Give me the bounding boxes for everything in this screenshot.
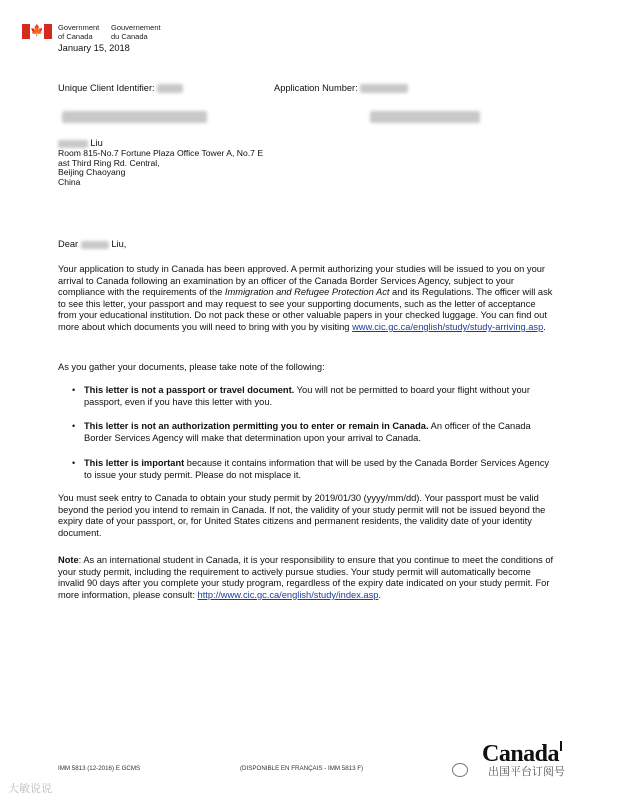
watermark-right: 出国平台订阅号	[488, 766, 565, 778]
wordmark-flag-icon	[560, 741, 569, 751]
permit-deadline-date: 2019/01/30	[314, 493, 362, 503]
salutation: Dear Liu,	[58, 239, 127, 249]
redacted-salutation-name	[81, 241, 109, 249]
government-en: Government of Canada	[58, 23, 100, 41]
letter-date: January 15, 2018	[58, 43, 130, 53]
study-arriving-link[interactable]: www.cic.gc.ca/english/study/study-arriving.asp	[352, 321, 544, 332]
redacted-first-name	[58, 140, 88, 148]
redacted-block-left	[62, 111, 207, 123]
entry-deadline-paragraph: You must seek entry to Canada to obtain your study permit by 2019/01/30 (yyyy/mm/dd). Your passport must be valid beyond the period you intend to remain in Canada. If not, the validity of your study permit will not be issued beyond the expiry date of your passport, or, for United States citizens and permanent residents, the validity date of your identity document.	[58, 493, 546, 538]
address-block: Liu Room 815-No.7 Fortune Plaza Office Tower A, No.7 E ast Third Ring Rd. Central, Beijing Chaoyang China	[58, 138, 264, 188]
watermark-left: 大敏说说	[8, 783, 52, 795]
bullet-icon: •	[72, 421, 76, 431]
redacted-application-number	[360, 84, 408, 93]
recipient-name: Liu	[58, 139, 263, 149]
government-fr: Gouvernement du Canada	[111, 23, 161, 41]
canada-flag-icon: 🍁	[22, 24, 52, 39]
note-paragraph: Note: As an international student in Canada, it is your responsibility to ensure that you continue to meet the conditions of your study permit, including the requirement to actively pursue studies. Your study permit will automatically become invalid 90 days after you complete your study program, regardless of the expiry date indicated on your study permit. For more information, please consult: http://www.cic.gc.ca/english/study/index.asp.	[58, 555, 554, 600]
bullet-important: This letter is important because it contains information that will be used by the Canada Border Services Agency to issue your study permit. Please do not misplace it.	[84, 458, 550, 480]
bullet-not-passport: This letter is not a passport or travel document. You will not be permitted to board your flight without your passport, even if you have this letter with you.	[84, 385, 530, 407]
gather-documents-paragraph: As you gather your documents, please take note of the following:	[58, 362, 325, 372]
study-index-link[interactable]: http://www.cic.gc.ca/english/study/index.asp	[197, 589, 379, 600]
canada-wordmark: Canada	[482, 741, 569, 768]
bullet-icon: •	[72, 458, 76, 468]
form-code: IMM 5813 (12-2016) E GCMS	[58, 765, 141, 772]
wechat-icon	[452, 763, 468, 777]
redacted-client-id	[157, 84, 183, 93]
french-availability: (DISPONIBLE EN FRANÇAIS - IMM 5813 F)	[240, 765, 364, 772]
client-identifier: Unique Client Identifier:	[58, 83, 183, 95]
bullet-not-authorization: This letter is not an authorization permitting you to enter or remain in Canada. An officer of the Canada Border Services Agency will make that determination upon your arrival to Canada.	[84, 421, 531, 443]
redacted-block-right	[370, 111, 480, 123]
application-number: Application Number:	[274, 83, 408, 95]
bullet-icon: •	[72, 385, 76, 395]
approval-paragraph: Your application to study in Canada has been approved. A permit authorizing your studies will be issued to you on your arrival to Canada following an examination by an officer of the Canada Border Services Agency, subject to your compliance with the requirements of the Immigration and Refugee Protection Act and its Regulations. The officer will ask to see this letter, your passport and may request to see your supporting documents, such as the letter of acceptance from your educational institution. Do not pack these or other valuable papers in your checked luggage. You can find out more about which documents you will need to bring with you by visiting www.cic.gc.ca/english/study/study-arriving.asp.	[58, 264, 553, 332]
